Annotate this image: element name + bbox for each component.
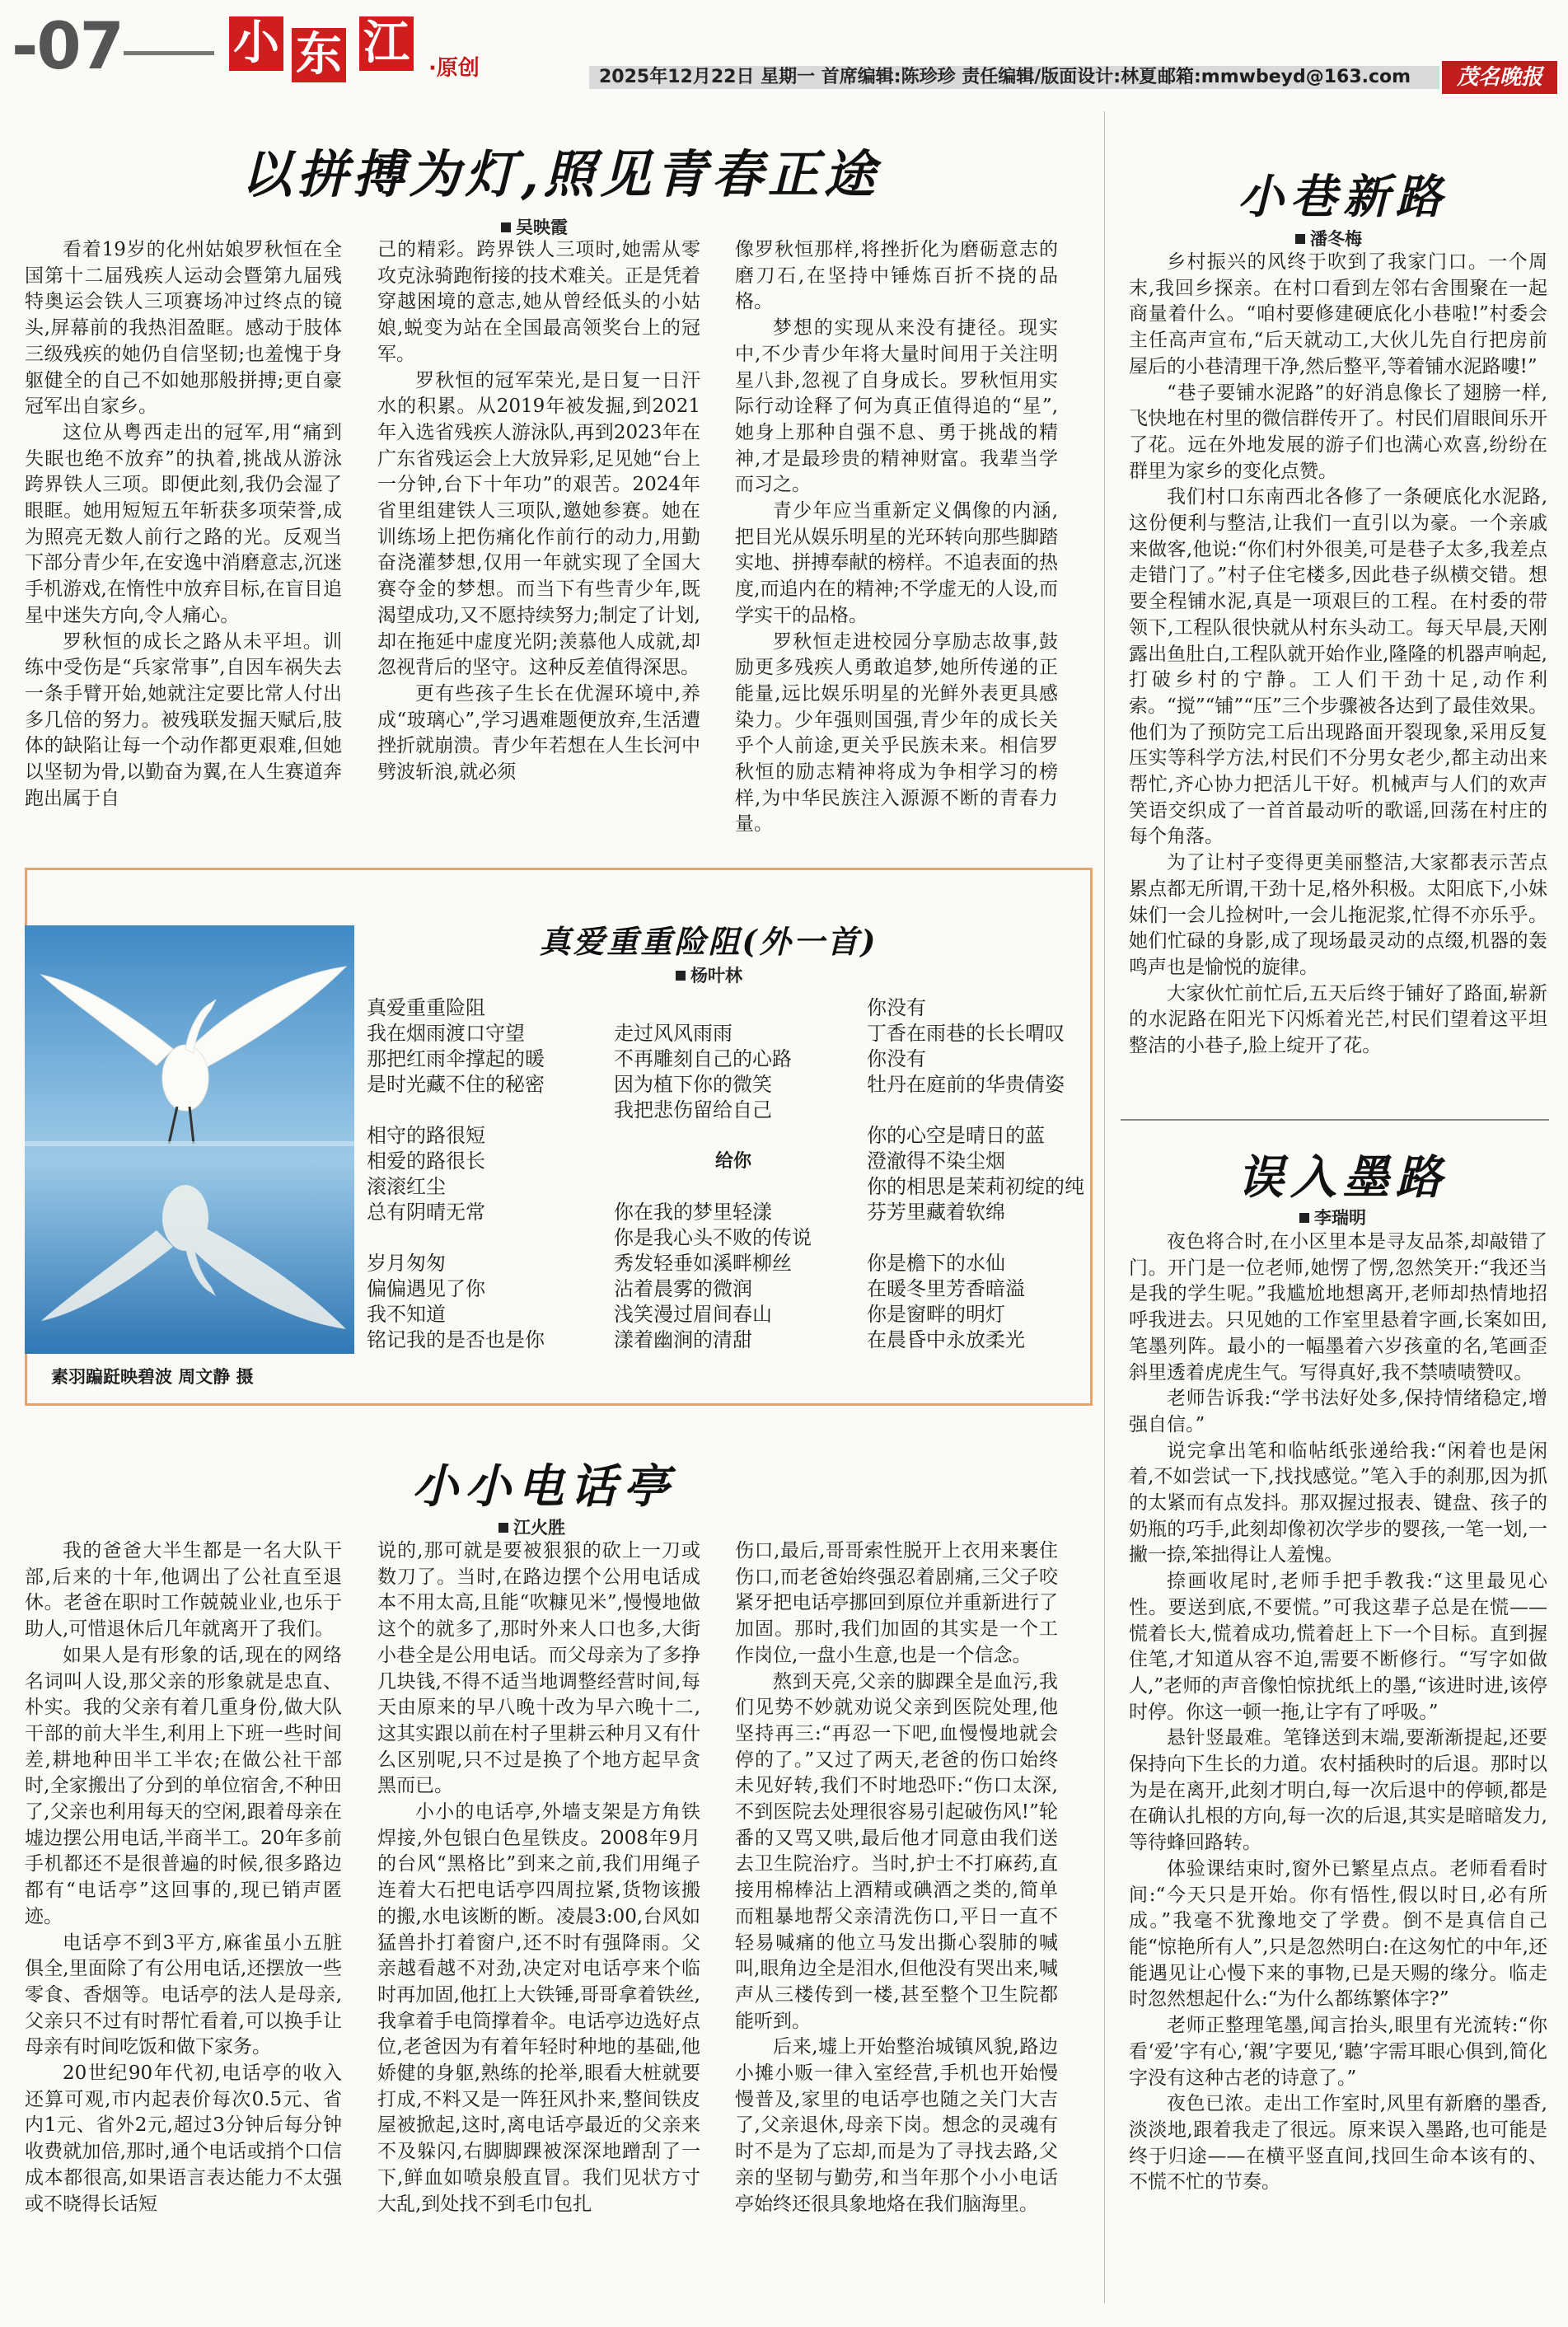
poem-line: 那把红雨伞撑起的暖 [367, 1047, 545, 1070]
poem-line: 浅笑漫过眉间春山 [614, 1303, 772, 1326]
paragraph: 伤口,最后,哥哥索性脱开上衣用来裹住伤口,而老爸始终强忍着剧痛,三父子咬紧牙把电话亭挪回到原位并重新进行了加固。那时,我们加固的其实是一个工作岗位,一盘小生意,也是一个信念。 [735, 1540, 1058, 1666]
article1-column-3 [735, 237, 1058, 847]
paragraph: 我们村口东南西北各修了一条硬底化水泥路,这份便利与整洁,让我们一直引以为豪。一个亲戚来做客,他说:“你们村外很美,可是巷子太多,我差点走错门了。”村子住宅楼多,因此巷子纵横交错。想要全程铺水泥,真是一项艰巨的工程。在村委的带领下,工程队很快就从村东头动工。每天早晨,天刚露出鱼肚白,工程队就开始作业,隆隆的机器声响起,打破乡村的宁静。工人们干劲十足,动作利索。“搅”“铺”“压”三个步骤被各达到了最佳效果。他们为了预防完工后出现路面开裂现象,采用反复压实等科学方法,村民们不分男女老少,都主动出来帮忙,齐心协力把活儿干好。机械声与人们的欢声笑语交织成了一首首最动听的歌谣,回荡在村庄的每个角落。 [1129, 486, 1547, 848]
paragraph: 悬针竖最难。笔锋送到末端,要渐渐提起,还要保持向下生长的力道。农村插秧时的后退。那时以为是在离开,此刻才明白,每一次后退中的停顿,都是在确认扎根的方向,每一次的后退,其实是暗暗发力,等待蜂回路转。 [1129, 1727, 1547, 1854]
poem-line: 在晨昏中永放柔光 [867, 1328, 1025, 1351]
article4-title: 误入墨路 [1238, 1150, 1449, 1205]
poem-line: 你在我的梦里轻漾 [614, 1201, 772, 1224]
article3-author: 江火胜 [513, 1518, 565, 1538]
paragraph: 夜色将合时,在小区里本是寻友品茶,却敲错了门。开门是一位老师,她愣了愣,忽然笑开:“我还当是我的学生呢。”我尴尬地想离开,老师却热情地招呼我进去。只见她的工作室里悬着字画,长案如田,笔墨列阵。最小的一幅墨着六岁孩童的名,笔画歪斜里透着虎虎生气。写得真好,我不禁啧啧赞叹。 [1129, 1231, 1547, 1384]
article1-author: 吴映霞 [516, 218, 568, 237]
poem-column-1 [367, 995, 597, 1353]
section-divider [1121, 1119, 1549, 1121]
paragraph: 梦想的实现从来没有捷径。现实中,不少青少年将大量时间用于关注明星八卦,忽视了自身成长。罗秋恒用实际行动诠释了何为真正值得追的“星”,她身上那种自强不息、勇于挑战的精神,才是最珍贵的精神财富。我辈当学而习之。 [735, 317, 1058, 496]
poem-line: 我在烟雨渡口守望 [367, 1022, 525, 1045]
poem-column-3 [867, 995, 1085, 1353]
poem-line: 相爱的路很长 [367, 1149, 485, 1173]
egret-photo [25, 925, 354, 1354]
paragraph: 捺画收尾时,老师手把手教我:“这里最见心性。要送到底,不要慌。”可我这辈子总是在慌——慌着长大,慌着成功,慌着赶上下一个目标。直到握住笔,才知道从容不迫,需要不断修行。“写字如做人,”老师的声音像怕惊扰纸上的墨,“该进时进,该停时停。你这一顿一拖,让字有了呼吸。” [1129, 1571, 1547, 1723]
article3-byline [498, 1515, 565, 1539]
paragraph: 看着19岁的化州姑娘罗秋恒在全国第十二届残疾人运动会暨第九届残特奥运会铁人三项赛场冲过终点的镜头,屏幕前的我热泪盈眶。感动于肢体三级残疾的她仍自信坚韧;也羞愧于身躯健全的自己不如她那般拼搏;更自豪冠军出自家乡。 [25, 239, 342, 418]
poem-line: 牡丹在庭前的华贵倩姿 [867, 1073, 1065, 1096]
paragraph: 罗秋恒的冠军荣光,是日复一日汗水的积累。从2019年被发掘,到2021年入选省残疾人游泳队,再到2023年在广东省残运会上大放异彩,足见她“台上一分钟,台下十年功”的艰苦。2024年省里组建铁人三项队,邀她参赛。她在训练场上把伤痛化作前行的动力,用勤奋浇灌梦想,仅用一年就实现了全国大赛夺金的梦想。而当下有些青少年,既渴望成功,又不愿持续努力;制定了计划,却在拖延中虚度光阴;羡慕他人成就,却忽视背后的坚守。这种反差值得深思。 [377, 369, 700, 679]
poem-line: 铭记我的是否也是你 [367, 1328, 545, 1351]
poem-line: 在暖冬里芳香暗溢 [867, 1277, 1025, 1300]
poem-line: 偏偏遇见了你 [367, 1277, 485, 1300]
paragraph: “巷子要铺水泥路”的好消息像长了翅膀一样,飞快地在村里的微信群传开了。村民们眉眼间乐开了花。远在外地发展的游子们也满心欢喜,纷纷在群里为家乡的变化点赞。 [1129, 382, 1547, 482]
poem-line: 我不知道 [367, 1303, 446, 1326]
poem-line: 总有阴晴无常 [367, 1201, 485, 1224]
article2-author: 潘冬梅 [1310, 229, 1362, 249]
article3-column-2 [377, 1538, 700, 2313]
paragraph: 20世纪90年代初,电话亭的收入还算可观,市内起表价每次0.5元、省内1元、省外2元,超过3分钟后每分钟收费就加倍,那时,通个电话或捎个口信成本都很高,如果语言表达能力不太强或不晓得长话短 [25, 2062, 342, 2215]
stanza-gap [867, 1225, 1085, 1251]
issue-info: 2025年12月22日 星期一 首席编辑:陈珍珍 责任编辑/版面设计:林夏 [589, 66, 1439, 89]
article2-title: 小巷新路 [1238, 170, 1449, 224]
article1-column-1 [25, 237, 342, 847]
paragraph: 夜色已浓。走出工作室时,风里有新磨的墨香,淡淡地,跟着我走了很远。原来误入墨路,也可能是终于归途——在横平竖直间,找回生命本该有的、不慌不忙的节奏。 [1129, 2093, 1547, 2194]
contact-email: 邮箱:mmwbeyd@163.com [1158, 67, 1411, 87]
poem-line: 你是窗畔的明灯 [867, 1303, 1005, 1326]
poem-byline [676, 962, 742, 987]
paragraph: 为了让村子变得更美丽整洁,大家都表示苦点累点都无所谓,干劲十足,格外积极。太阳底下,小妹妹们一会儿捡树叶,一会儿拖泥浆,忙得不亦乐乎。她们忙碌的身影,成了现场最灵动的点缀,机器的轰鸣声也是愉悦的旋律。 [1129, 852, 1547, 978]
paragraph: 青少年应当重新定义偶像的内涵,把目光从娱乐明星的光环转向那些脚踏实地、拼搏奉献的榜样。不追表面的热度,而追内在的精神;不学虚无的人设,而学实干的品格。 [735, 500, 1058, 626]
poem-column-2 [614, 995, 853, 1353]
poem-title: 真爱重重险阻(外一首) [539, 923, 878, 960]
column-tag: ·原创 [428, 56, 480, 81]
paragraph: 后来,墟上开始整治城镇风貌,路边小摊小贩一律入室经营,手机也开始慢慢普及,家里的电话亭也随之关门大吉了,父亲退休,母亲下岗。想念的灵魂有时不是为了忘却,而是为了寻找去路,父亲的坚韧与勤劳,和当年那个小小电话亭始终还很具象地烙在我们脑海里。 [735, 2036, 1058, 2215]
paragraph: 熬到天亮,父亲的脚踝全是血污,我们见势不妙就劝说父亲到医院处理,他坚持再三:“再忍一下吧,血慢慢地就会停的了。”又过了两天,老爸的伤口始终未见好转,我们不时地恐吓:“伤口太深,不到医院去处理很容易引起破伤风!”轮番的又骂又哄,最后他才同意由我们送去卫生院治疗。当时,护士不打麻药,直接用棉棒沾上酒精或碘酒之类的,简单而粗暴地帮父亲清洗伤口,平日一直不轻易喊痛的他立马发出撕心裂肺的喊叫,眼角边全是泪水,但他没有哭出来,喊声从三楼传到一楼,甚至整个卫生院都能听到。 [735, 1670, 1058, 2032]
poem-line: 芬芳里藏着软绵 [867, 1201, 1005, 1224]
column-divider [1104, 111, 1105, 2303]
column-char-1: 小 [229, 16, 283, 71]
paragraph: 我的爸爸大半生都是一名大队干部,后来的十年,他调出了公社直至退休。老爸在职时工作兢兢业业,也乐于助人,可惜退休后几年就离开了我们。 [25, 1540, 342, 1641]
poem-line: 我把悲伤留给自己 [614, 1098, 772, 1121]
stanza-gap [614, 995, 853, 1021]
article1-byline [501, 214, 568, 239]
poem-line: 走过风风雨雨 [614, 1022, 733, 1045]
paragraph: 老师正整理笔墨,闻言抬头,眼里有光流转:“你看‘爱’字有心,‘親’字要见,‘聽’字需耳眼心俱到,简化字没有这种古老的诗意了。” [1129, 2015, 1547, 2089]
poem-line: 不再雕刻自己的心路 [614, 1047, 792, 1070]
newspaper-logo: 茂名晚报 [1442, 61, 1557, 94]
poem-line: 你没有 [867, 996, 926, 1019]
article3-column-3 [735, 1538, 1058, 2313]
poem-line: 澄澈得不染尘烟 [867, 1149, 1005, 1173]
article1-column-2 [377, 237, 700, 847]
photo-caption: 素羽蹁跹映碧波 周文静 摄 [51, 1367, 254, 1387]
poem-line: 滚滚红尘 [367, 1175, 446, 1198]
paragraph: 体验课结束时,窗外已繁星点点。老师看看时间:“今天只是开始。你有悟性,假以时日,必有所成。”我毫不犹豫地交了学费。倒不是真信自己能“惊艳所有人”,只是忽然明白:在这匆忙的中年,还能遇见让心慢下来的事物,已是天赐的缘分。临走时忽然想起什么:“为什么都练繁体字?” [1129, 1857, 1547, 2011]
column-char-2: 东 [292, 28, 346, 82]
paragraph: 小小的电话亭,外墙支架是方角铁焊接,外包银白色星铁皮。2008年9月的台风“黑格比”到来之前,我们用绳子连着大石把电话亭四周拉紧,货物该搬的搬,水电该断的断。凌晨3:00,台风如猛兽扑打着窗户,还不时有强降雨。父亲越看越不对劲,决定对电话亭来个临时再加固,他扛上大铁锤,哥哥拿着铁丝,我拿着手电筒撑着伞。电话亭边选好点位,老爸因为有着年轻时种地的基础,他娇健的身躯,熟练的抡举,眼看大桩就要打成,不料又是一阵狂风扑来,整间铁皮屋被掀起,这时,离电话亭最近的父亲来不及躲闪,右脚脚踝被深深地蹭刮了一下,鲜血如喷泉般直冒。我们见状方寸大乱,到处找不到毛巾包扎 [377, 1801, 700, 2215]
article3-column-1 [25, 1538, 342, 2313]
article4-byline [1299, 1205, 1366, 1229]
page-number: -07 [12, 10, 123, 84]
poem-line: 丁香在雨巷的长长喟叹 [867, 1022, 1065, 1045]
stanza-gap [367, 1098, 597, 1123]
stanza-gap [614, 1174, 853, 1200]
poem-line: 你的心空是晴日的蓝 [867, 1124, 1045, 1147]
poem-line: 你是我心头不败的传说 [614, 1226, 812, 1249]
stanza-gap [367, 1225, 597, 1251]
egret-illustration [25, 925, 354, 1354]
article1-title: 以拼搏为灯,照见青春正途 [241, 144, 880, 204]
poem-line: 岁月匆匆 [367, 1252, 446, 1275]
paragraph: 如果人是有形象的话,现在的网络名词叫人设,那父亲的形象就是忠直、朴实。我的父亲有着几重身份,做大队干部的前大半生,利用上下班一些时间差,耕地种田半工半农;在做公社干部时,全家搬出了分到的单位宿舍,不种田了,父亲也利用每天的空闲,跟着母亲在墟边摆公用电话,半商半工。20年多前手机都还不是很普遍的时候,很多路边都有“电话亭”这回事的,现已销声匿迹。 [25, 1644, 342, 1927]
paragraph: 像罗秋恒那样,将挫折化为磨砺意志的磨刀石,在坚持中锤炼百折不挠的品格。 [735, 239, 1058, 313]
article4-author: 李瑞明 [1314, 1208, 1366, 1228]
paragraph: 罗秋恒走进校园分享励志故事,鼓励更多残疾人勇敢追梦,她所传递的正能量,远比娱乐明星的光鲜外表更具感染力。少年强则国强,青少年的成长关乎个人前途,更关乎民族未来。相信罗秋恒的励志精神将成为争相学习的榜样,为中华民族注入源源不断的青春力量。 [735, 630, 1058, 836]
header-rule [124, 51, 214, 55]
article2-byline [1295, 226, 1362, 250]
paragraph: 大家伙忙前忙后,五天后终于铺好了路面,崭新的水泥路在阳光下闪烁着光芒,村民们望着这平坦整洁的小巷子,脸上绽开了花。 [1129, 982, 1547, 1057]
poem-author: 杨叶林 [690, 966, 742, 986]
paragraph: 乡村振兴的风终于吹到了我家门口。一个周末,我回乡探亲。在村口看到左邻右舍围聚在一起商量着什么。“咱村要修建硬底化小巷啦!”村委会主任高声宣布,“后天就动工,大伙儿先自行把房前屋后的小巷清理干净,然后整平,等着铺水泥路嘍!” [1129, 251, 1547, 377]
poem-line: 你没有 [867, 1047, 926, 1070]
paragraph: 更有些孩子生长在优渥环境中,养成“玻璃心”,学习遇难题便放弃,生活遭挫折就崩溃。青少年若想在人生长河中劈波斩浪,就必须 [377, 682, 700, 784]
poem-line: 真爱重重险阻 [367, 996, 485, 1019]
article3-title: 小小电话亭 [412, 1459, 676, 1514]
paragraph: 这位从粤西走出的冠军,用“痛到失眠也绝不放弃”的执着,挑战从游泳跨界铁人三项。即便此刻,我仍会湿了眼眶。她用短短五年斩获多项荣誉,成为照亮无数人前行之路的光。反观当下部分青少年,在安逸中消磨意志,沉迷手机游戏,在惰性中放弃目标,在盲目追星中迷失方向,令人痛心。 [25, 421, 342, 626]
poem-line: 秀发轻垂如溪畔柳丝 [614, 1252, 792, 1275]
article4-body [1129, 1229, 1547, 2301]
paragraph: 老师告诉我:“学书法好处多,保持情绪稳定,增强自信。” [1129, 1388, 1547, 1435]
poem-line: 因为植下你的微笑 [614, 1073, 772, 1096]
stanza-gap [867, 1098, 1085, 1123]
column-char-3: 江 [359, 16, 414, 71]
poem-line: 相守的路很短 [367, 1124, 485, 1147]
article2-body [1129, 250, 1547, 1107]
paragraph: 电话亭不到3平方,麻雀虽小五脏俱全,里面除了有公用电话,还摆放一些零食、香烟等。电话亭的法人是母亲,父亲只不过有时帮忙看着,可以换手让母亲有时间吃饭和做下家务。 [25, 1931, 342, 2058]
poem-line: 是时光藏不住的秘密 [367, 1073, 545, 1096]
poem-line: 你的相思是茉莉初绽的纯 [867, 1175, 1084, 1198]
paragraph: 说完拿出笔和临帖纸张递给我:“闲着也是闲着,不如尝试一下,找找感觉。”笔入手的刹那,因为抓的太紧而有点发抖。那双握过报表、键盘、孩子的奶瓶的巧手,此刻却像初次学步的婴孩,一笔一划,一撇一捺,笨拙得让人羞愧。 [1129, 1440, 1547, 1566]
poem-subtitle: 给你 [714, 1151, 751, 1172]
poem-line: 漾着幽涧的清甜 [614, 1328, 752, 1351]
stanza-gap [614, 1123, 853, 1149]
poem-line: 你是檐下的水仙 [867, 1252, 1005, 1275]
paragraph: 己的精彩。跨界铁人三项时,她需从零攻克泳骑跑衔接的技术难关。正是凭着穿越困境的意志,她从曾经低头的小姑娘,蜕变为站在全国最高领奖台上的冠军。 [377, 239, 700, 365]
paragraph: 罗秋恒的成长之路从未平坦。训练中受伤是“兵家常事”,自因车祸失去一条手臂开始,她就注定要比常人付出多几倍的努力。被残联发掘天赋后,肢体的缺陷让每一个动作都更艰难,但她以坚韧为骨,以勤奋为翼,在人生赛道奔跑出属于自 [25, 630, 342, 809]
poem-line: 沾着晨雾的微润 [614, 1277, 752, 1300]
paragraph: 说的,那可就是要被狠狠的砍上一刀或数刀了。当时,在路边摆个公用电话成本不用太高,且能“吹糠见米”,慢慢地做这个的就多了,那时外来人口也多,大街小巷全是公用电话。而父母亲为了多挣几块钱,不得不适当地调整经营时间,每天由原来的早八晚十改为早六晚十二,这其实跟以前在村子里耕云种月又有什么区别呢,只不过是换了个地方起早贪黑而已。 [377, 1540, 700, 1797]
